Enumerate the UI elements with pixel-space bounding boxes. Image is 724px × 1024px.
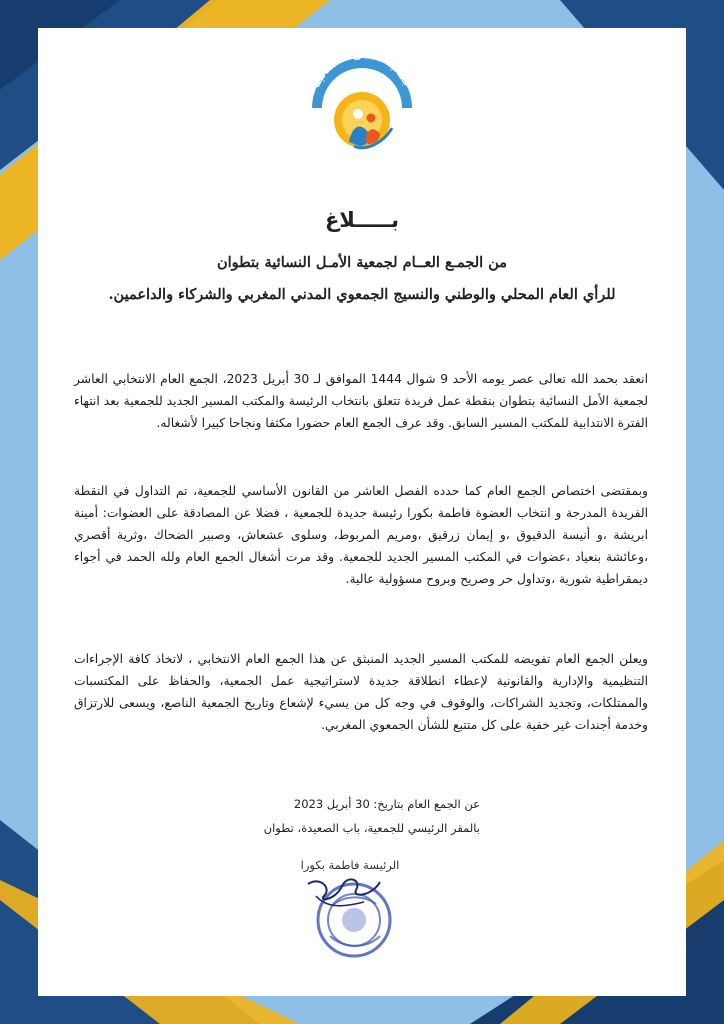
- document-title: بـــــلاغ: [324, 208, 400, 232]
- closing-place: بالمقر الرئيسي للجمعية، باب الصعيدة، تطوان: [263, 821, 480, 835]
- association-logo: [302, 42, 422, 152]
- subtitle-line-2: للرأي العام المحلي والوطني والنسيج الجمعوي المدني المغربي والشركاء والداعمين.: [108, 286, 616, 303]
- official-stamp: [302, 866, 412, 962]
- subtitle-line-1: من الجمـع العــام لجمعية الأمـل النسائية بتطوان: [216, 254, 507, 271]
- paragraph-2: وبمقتضى اختصاص الجمع العام كما حدده الفصل العاشر من القانون الأساسي للجمعية، تم التداول في النقطة الفريدة المدرجة و انتخاب العضوة فاطمة بكورا رئيسة جديدة للجمعية ، فضلا عن المصادقة على العضوات: أمينة ابريشة ،و أنيسة الدقيوق ،و إيمان زرقيق ،ومريم المربوط، وسلوى عشعاش، وصبير الضحاك ،وثرية أقصري ،وعائشة بنعياد ،عضوات في المكتب المسير الجديد للجمعية. وقد مرت أشغال الجمع العام ولله الحمد في أجواء ديمقراطية شورية ،وتداول حر وصريح وبروح مسؤولية عالية.: [74, 484, 648, 586]
- logo-text: جمعية الأمل النسائية: [309, 47, 415, 90]
- paragraph-3: ويعلن الجمع العام تفويضه للمكتب المسير الجديد المنبثق عن هذا الجمع العام الانتخابي ، لاتخاذ كافة الإجراءات التنظيمية والإدارية والقانونية لإعطاء انطلاقة جديدة لاستراتيجية عمل الجمعية، والحفاظ على المكتسبات والممتلكات، وتجديد الشراكات، والوقوف في وجه كل من يسيء لإشعاع وتاريخ الجمعية الناصع، ويسعى للارتزاق وخدمة أجندات غير خفية على كل متتبع للشأن الجمعوي المغربي.: [74, 652, 648, 732]
- president-signature-name: الرئيسة فاطمة بكورا: [300, 858, 400, 872]
- closing-date: عن الجمع العام بتاريخ: 30 أبريل 2023: [293, 797, 480, 811]
- paragraph-1: انعقد بحمد الله تعالى عصر يومه الأحد 9 شوال 1444 الموافق لـ 30 أبريل 2023، الجمع العام الانتخابي العاشر لجمعية الأمل النسائية بتطوان بنقطة عمل فريدة تتعلق بانتخاب الرئيسة والمكتب المسير الجديد للجمعية بعد انتهاء الفترة الانتدابية للمكتب المسير السابق. وقد عرف الجمع العام حضورا مكثفا ونجاحا كبيرا لأشغاله.: [74, 372, 648, 430]
